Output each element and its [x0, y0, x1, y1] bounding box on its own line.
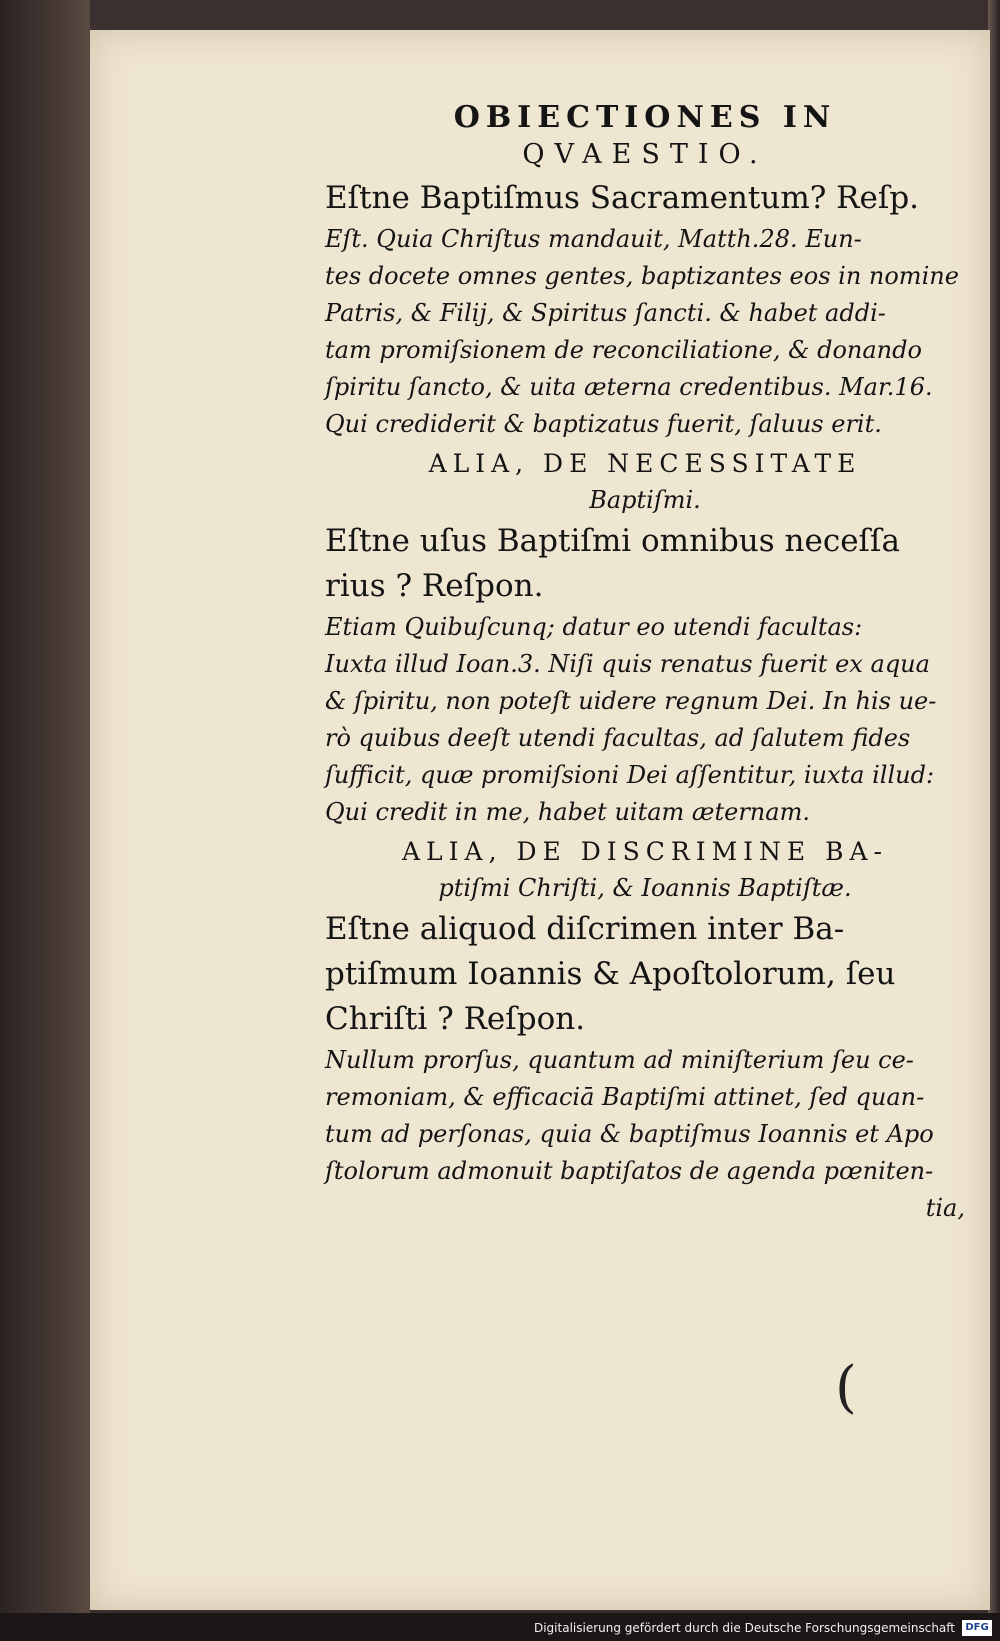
- section-subtitle-necessitate: Baptiſmi.: [589, 486, 701, 514]
- text-line: & ſpiritu, non poteſt uidere regnum Dei. In his ue-: [325, 687, 937, 715]
- text-line: tam promiſsionem de reconciliatione, & donando: [325, 336, 922, 364]
- text-line: Chriſti ? Reſpon.: [325, 1001, 586, 1037]
- text-line: Nullum prorſus, quantum ad miniſterium ſeu ce-: [325, 1046, 914, 1074]
- book-gutter: [0, 0, 90, 1641]
- section-title-discrimine: ALIA, DE DISCRIMINE BA-: [401, 837, 888, 866]
- section-body-quaestio: [325, 176, 965, 443]
- text-line: rò quibus deeſt utendi facultas, ad ſalutem fides: [325, 724, 911, 752]
- text-line: Eſtne uſus Baptiſmi omnibus neceſſa: [325, 523, 900, 559]
- page-text: [325, 100, 965, 1227]
- text-line: ptiſmum Ioannis & Apoſtolorum, ſeu: [325, 956, 896, 992]
- text-line: tes docete omnes gentes, baptizantes eos in nomine: [325, 262, 959, 290]
- text-line: Eſtne Baptiſmus Sacramentum? Reſp.: [325, 180, 920, 216]
- section-title-quaestio: QVAESTIO.: [522, 139, 768, 170]
- section-subtitle-discrimine: ptiſmi Chriſti, & Ioannis Baptiſtæ.: [438, 874, 852, 902]
- catchword: tia,: [925, 1194, 965, 1222]
- running-head: OBIECTIONES IN: [453, 100, 837, 135]
- text-line: tum ad perſonas, quia & baptiſmus Ioannis et Apo: [325, 1120, 934, 1148]
- text-line: remoniam, & efficaciā Baptiſmi attinet, ſed quan-: [325, 1083, 925, 1111]
- text-line: Eſtne aliquod diſcrimen inter Ba-: [325, 911, 845, 947]
- dfg-logo: DFG: [962, 1620, 992, 1636]
- section-body-discrimine: [325, 907, 965, 1227]
- text-line: ſufficit, quæ promiſsioni Dei aſſentitur, iuxta illud:: [325, 761, 935, 789]
- text-line: ſtolorum admonuit baptiſatos de agenda pœniten-: [325, 1157, 934, 1185]
- text-line: rius ? Reſpon.: [325, 568, 544, 604]
- section-title-necessitate: ALIA, DE NECESSITATE: [428, 449, 862, 478]
- text-line: Etiam Quibuſcunq; datur eo utendi facultas:: [325, 613, 863, 641]
- text-line: Patris, & Filij, & Spiritus ſancti. & habet addi-: [325, 299, 886, 327]
- footer-credit: Digitalisierung gefördert durch die Deutsche Forschungsgemeinschaft: [533, 1621, 955, 1635]
- text-line: Iuxta illud Ioan.3. Niſi quis renatus fuerit ex aqua: [325, 650, 930, 678]
- text-line: ſpiritu ſancto, & uita æterna credentibus. Mar.16.: [325, 373, 933, 401]
- section-body-necessitate: [325, 519, 965, 831]
- text-line: Eſt. Quia Chriſtus mandauit, Matth.28. Eun-: [325, 225, 862, 253]
- text-line: Qui credit in me, habet uitam æternam.: [325, 798, 810, 826]
- footer-bar: [0, 1613, 1000, 1641]
- text-line: Qui crediderit & baptizatus fuerit, ſaluus erit.: [325, 410, 882, 438]
- handwritten-mark: (: [835, 1355, 857, 1420]
